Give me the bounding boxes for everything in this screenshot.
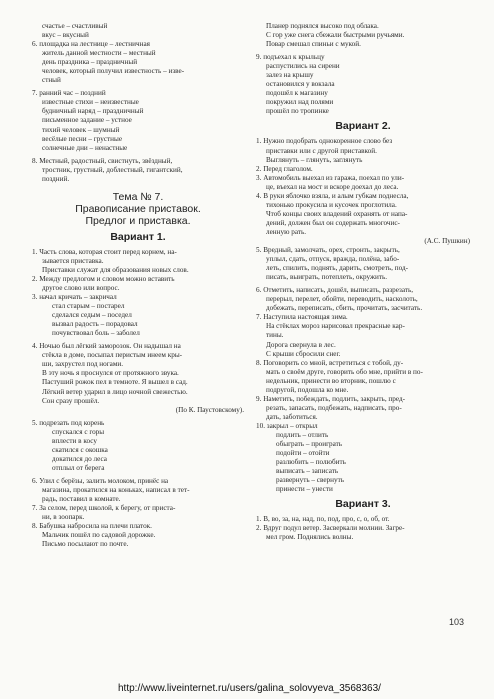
text-line: стал старым – постарел	[52, 302, 125, 311]
left-column	[32, 22, 244, 549]
text-line: 2. Между предлогом и словом можно вставить	[32, 274, 175, 283]
text-line: вплести в косу	[52, 436, 97, 445]
text-line: житель данной местности – местный	[42, 49, 156, 58]
text-line: другое слово или вопрос.	[42, 283, 120, 292]
text-line: сделался седым – поседел	[52, 311, 132, 320]
text-line: Выглянуть – глянуть, заглянуть	[266, 155, 363, 164]
text-line: стёкла в доме, посыпал перистым инеем кры-	[42, 351, 183, 360]
topic-line-1: Правописание приставок.	[75, 202, 201, 215]
right-column	[256, 22, 470, 542]
text-line: спускался с горы	[52, 427, 105, 436]
text-line: 9. Наметить, побеждать, подлить, закрыть, пред-	[256, 394, 406, 403]
text-line: Чтоб концы своих владений охранять от напа-	[266, 209, 408, 218]
text-line: 1. В, во, за, на, над, по, под, про, с, о, об, от.	[256, 515, 390, 524]
watermark-url: http://www.liveinternet.ru/users/galina_solovyeva_3568363/	[118, 683, 381, 694]
text-line: Повар смешал спиньи с мукой.	[266, 40, 361, 49]
text-line: Дорога свернула в лес.	[266, 340, 336, 349]
variant-3-heading: Вариант 3.	[335, 498, 391, 511]
text-line: це, въехал на мост и вскоре доехал до леса.	[266, 182, 399, 191]
text-line: вкус – вкусный	[42, 31, 89, 40]
text-line: перерыл, перелет, обойти, переводить, насколоть,	[266, 295, 418, 304]
text-line: мать о своём друге, говорить обо мне, прийти в по-	[266, 367, 423, 376]
page-number: 103	[449, 617, 465, 627]
text-line: Лёгкий ветер ударил в лицо ночной свежестью.	[42, 387, 188, 396]
text-line: остановился у вокзала	[266, 80, 335, 89]
text-line: На стёклах мороз нарисовал прекрасные кар-	[266, 322, 405, 331]
text-line: дений, должен был он содержать многочис-	[266, 218, 400, 227]
text-line: почувствовал боль – заболел	[52, 329, 140, 338]
text-line: вызвал радость – порадовал	[52, 320, 138, 329]
text-line: 9. подъехал к крыльцу	[256, 53, 325, 62]
text-line: развернуть – свернуть	[276, 476, 344, 485]
text-line: С крыши сбросили снег.	[266, 349, 341, 358]
text-line: будничный наряд – праздничный	[42, 107, 144, 116]
text-line: тихонько прокусила и кусочек проглотила.	[266, 200, 397, 209]
text-line: приставки или с другой приставкой.	[266, 146, 377, 155]
text-line: поздний.	[42, 174, 70, 183]
variant-2-answers	[256, 137, 470, 494]
text-line: стный	[42, 76, 61, 85]
text-line: 8. Местный, радостный, свистнуть, звёздный,	[32, 156, 173, 165]
text-line: выписать – записать	[276, 467, 339, 476]
right-top-exercises	[256, 22, 470, 116]
text-line: дать, заботиться.	[266, 412, 318, 421]
text-line: разлюбить – полюбить	[276, 458, 346, 467]
text-line: 7. За селом, перед школой, к берегу, от приста-	[32, 504, 176, 513]
text-line: Планер поднялся высоко под облака.	[266, 22, 379, 30]
text-line: подойти – отойти	[276, 449, 330, 458]
text-line: мел гром. Поднялись волны.	[266, 533, 354, 542]
text-line: 3. Автомобиль выехал из гаража, поехал по ули-	[256, 173, 405, 182]
text-line: леть, спилить, поднять, дарить, смотреть, под-	[266, 264, 409, 273]
text-line: (А.С. Пушкин)	[424, 236, 470, 245]
text-line: Приставки служат для образования новых слов.	[42, 265, 189, 274]
text-line: резать, запасать, подбежать, надписать, про-	[266, 403, 402, 412]
variant-1-heading: Вариант 1.	[110, 230, 166, 243]
text-line: прошёл по тропинке	[266, 107, 329, 116]
text-line: тихий человек – шумный	[42, 125, 120, 134]
text-line: 6. Отметить, написать, дошёл, выписать, разрезать,	[256, 286, 414, 295]
text-line: уплыл, сдать, отпуск, вражда, полёна, забо-	[266, 255, 400, 264]
text-line: 8. Поговорить со мной, встретиться с тобой, ду-	[256, 358, 404, 367]
text-line: докатился до леса	[52, 454, 107, 463]
text-line: 6. площадка на лестнице – лестничная	[32, 40, 150, 49]
text-line: 8. Бабушка набросила на плечи платок.	[32, 522, 152, 531]
text-line: магазина, прокатился на коньках, написал в тет-	[42, 485, 190, 494]
text-line: Мальчик пошёл по садовой дорожке.	[42, 531, 156, 540]
text-line: солнечные дни – ненастные	[42, 143, 128, 152]
text-line: известные стихи – неизвестные	[42, 98, 139, 107]
text-line: 1. Нужно подобрать однокоренное слово без	[256, 137, 393, 146]
text-line: ши, захрустел под ногами.	[42, 360, 124, 369]
text-line: 5. подрезать под корень	[32, 418, 105, 427]
text-line: писать, выиграть, потеплеть, окружить.	[266, 273, 388, 282]
text-line: принести – унести	[276, 485, 333, 494]
topic-line-2: Предлог и приставка.	[85, 214, 191, 227]
text-line: С гор уже снега сбежали быстрыми ручьями.	[266, 31, 405, 40]
text-line: скатился с окошка	[52, 445, 108, 454]
text-line: покружил над полями	[266, 98, 334, 107]
variant-2-heading: Вариант 2.	[335, 120, 391, 133]
text-line: письменное задание – устное	[42, 116, 132, 125]
text-line: подошёл к магазину	[266, 89, 328, 98]
text-line: 4. В руки яблочко взяла, и алым губкам поднесла,	[256, 191, 409, 200]
text-line: 2. Перед глаголом.	[256, 164, 313, 173]
variant-1-answers	[32, 248, 244, 550]
left-top-exercises	[32, 22, 244, 184]
text-line: тростник, грустный, доблестный, гигантский,	[42, 165, 183, 174]
text-line: Пастуший рожок пел в темноте. Я вышел в сад.	[42, 378, 188, 387]
text-line: В эту ночь я проснулся от протяжного звука.	[42, 369, 179, 378]
text-line: ленную рать.	[266, 227, 307, 236]
text-line: зывается приставка.	[42, 256, 104, 265]
text-line: ни, в зоопарк.	[42, 513, 85, 522]
text-line: 2. Вдруг подул ветер. Засверкали молнии. Загре-	[256, 524, 405, 533]
text-line: обыграть – проиграть	[276, 440, 343, 449]
text-line: 5. Вредный, замолчать, орех, стронть, закрыть,	[256, 246, 400, 255]
text-line: 10. закрыл – открыл	[256, 421, 318, 430]
text-line: радь, поставил в комнате.	[42, 495, 121, 504]
text-line: день праздника – праздничный	[42, 58, 138, 67]
text-line: 6. Улил с берёзы, залить молоком, принёс на	[32, 476, 169, 485]
text-line: человек, который получил известность – изве-	[42, 67, 185, 76]
text-line: распустились на сирени	[266, 62, 340, 71]
text-line: подругой, подошла ко мне.	[266, 385, 349, 394]
text-line: счастье – счастливый	[42, 22, 108, 30]
text-line: залез на крышу	[266, 71, 314, 80]
text-line: Письмо посылают по почте.	[42, 540, 129, 549]
text-line: весёлые песни – грустные	[42, 134, 123, 143]
text-line: 7. ранний час – поздний	[32, 89, 106, 98]
text-line: Сон сразу прошёл.	[42, 396, 100, 405]
text-line: 1. Часть слова, которая стоит перед корнем, на-	[32, 247, 177, 256]
text-line: подлить – отлить	[276, 430, 329, 439]
text-line: 4. Ночью был лёгкий заморозок. Он надышал на	[32, 342, 181, 351]
text-line: недельник, принести во вторник, пошлю с	[266, 376, 396, 385]
text-line: 7. Наступила настоящая зима.	[256, 313, 348, 322]
text-line: отплыл от берега	[52, 463, 105, 472]
topic-title: Тема № 7.	[112, 190, 164, 203]
text-line: тины.	[266, 331, 284, 340]
variant-3-answers	[256, 515, 470, 542]
text-line: (По К. Паустовскому).	[175, 405, 244, 414]
text-line: добежать, переписать, сбить, прочитать, засчитать.	[266, 304, 423, 313]
text-line: 3. начал кричать – закричал	[32, 293, 117, 302]
